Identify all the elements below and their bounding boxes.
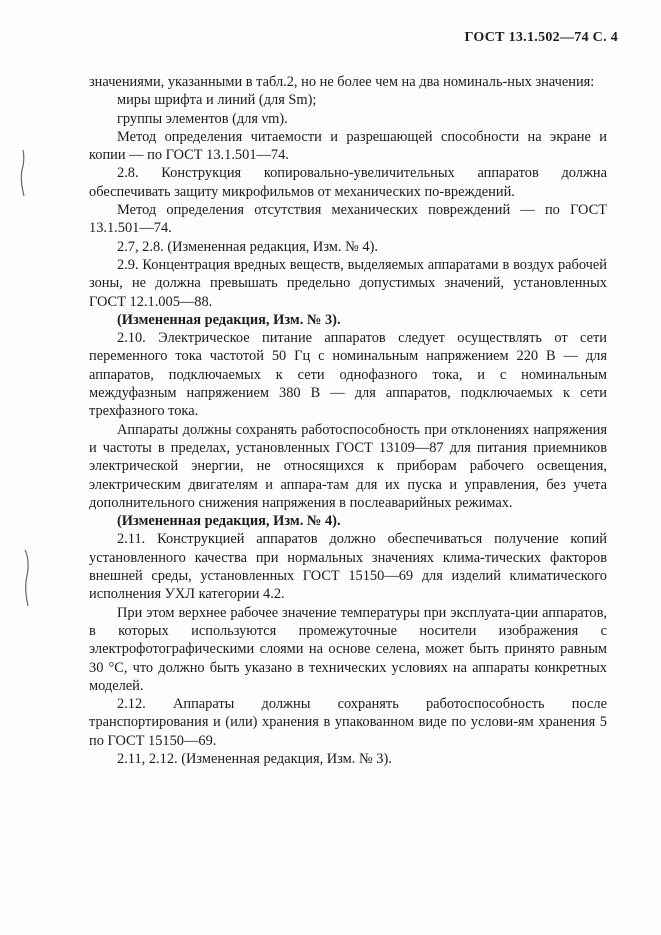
paragraph: миры шрифта и линий (для Sm); [117,92,317,109]
amendment-note: (Измененная редакция, Изм. № 3). [117,311,341,328]
paragraph: 2.12. Аппараты должны сохранять работоспособность после транспортирования и (или) хранения в упакованном виде по услови-ям хранения 5 по ГОСТ 15150—69. [89,696,607,749]
paragraph: Аппараты должны сохранять работоспособность при отклонениях напряжения и частоты в пределах, установленных ГОСТ 13109—87 для питания приемников электрической энергии, не относящихся к приборам рабочего освещения, электрическим двигателям и аппара-там для их пуска и управления, без учета дополнительного снижения напряжения в послеаварийных режимах. [89,421,607,511]
paragraph: Метод определения отсутствия механических повреждений — по ГОСТ 13.1.501—74. [89,202,607,237]
margin-mark-2 [22,548,32,608]
paragraph: Метод определения читаемости и разрешающей способности на экране и копии — по ГОСТ 13.1.501—74. [89,128,607,164]
paragraph: При этом верхнее рабочее значение температуры при эксплуата-ции аппаратов, в которых используются промежуточные носители изображения с электрофотографическими слоями на основе селена, может быть принято равным 30 °С, что должно быть указано в технических условиях на аппараты конкретных моделей. [89,604,607,694]
amendment-note: 2.11, 2.12. (Измененная редакция, Изм. № 3). [117,750,392,767]
amendment-note: (Измененная редакция, Изм. № 4). [117,513,341,530]
paragraph: 2.11. Конструкцией аппаратов должно обеспечиваться получение копий установленного качества при нормальных значениях клима-тических факторов внешней среды, установленных ГОСТ 15150—69 для изделий климатического исполнения УХЛ категории 4.2. [89,531,607,603]
paragraph: 2.8. Конструкция копировально-увеличительных аппаратов должна обеспечивать защиту микрофильмов от механических по-вреждений. [89,165,607,200]
margin-mark-1 [18,148,28,198]
body-text [89,73,607,768]
page-header: ГОСТ 13.1.502—74 С. 4 [464,30,618,45]
paragraph: группы элементов (для νm). [117,110,288,127]
paragraph: 2.9. Концентрация вредных веществ, выделяемых аппаратами в воздух рабочей зоны, не должна превышать предельно допустимых значений, установленных ГОСТ 12.1.005—88. [89,256,607,310]
paragraph: 2.10. Электрическое питание аппаратов следует осуществлять от сети переменного тока частотой 50 Гц с номинальным напряжением 220 В — для аппаратов, подключаемых к сети однофазного тока, и с номинальным междуфазным напряжением 380 В — для аппаратов, подключаемых к сети трехфазного тока. [89,330,607,420]
paragraph: значениями, указанными в табл.2, но не более чем на два номиналь-ных значения: [89,74,595,90]
amendment-note: 2.7, 2.8. (Измененная редакция, Изм. № 4). [117,238,379,255]
